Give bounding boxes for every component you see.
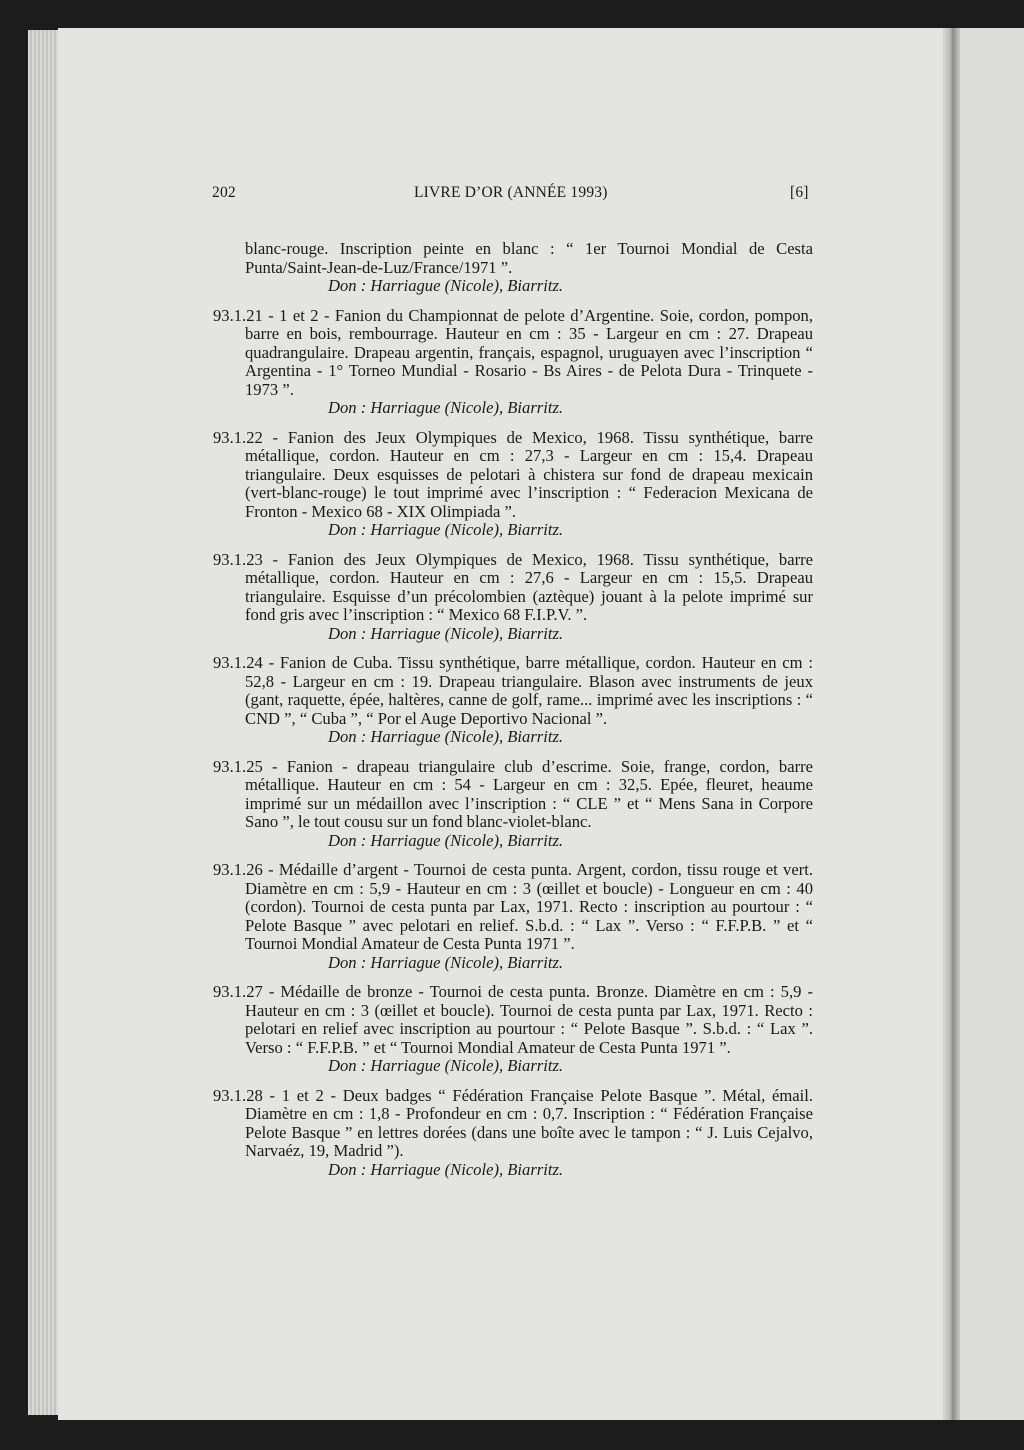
entry-donor: Don : Harriague (Nicole), Biarritz. (328, 520, 564, 539)
book-page (58, 28, 946, 1420)
running-title: LIVRE D’OR (ANNÉE 1993) (414, 184, 608, 201)
catalogue-entry (213, 551, 813, 644)
catalogue-entry (213, 983, 813, 1076)
catalogue-entry (213, 861, 813, 972)
catalogue-entry (213, 758, 813, 851)
entry-donor: Don : Harriague (Nicole), Biarritz. (328, 1159, 564, 1179)
entry-text: 93.1.23 - Fanion des Jeux Olympiques de Mexico, 1968. Tissu synthétique, barre métallique, cordon. Hauteur en cm : 27,6 - Largeur en cm : 15,5. Drapeau triangulaire. Esquisse d’un précolombien (aztèque) jouant à la pelote imprimé sur fond gris avec l’inscription : “ Mexico 68 F.I.P.V. ”. (213, 549, 813, 624)
page-number: 202 (212, 184, 236, 201)
entry-donor: Don : Harriague (Nicole), Biarritz. (328, 276, 564, 295)
catalogue-entry (213, 429, 813, 540)
page-stack-edges (28, 30, 58, 1415)
entry-text: 93.1.21 - 1 et 2 - Fanion du Championnat de pelote d’Argentine. Soie, cordon, pompon, barre en bois, rembourrage. Hauteur en cm : 35 - Largeur en cm : 27. Drapeau quadrangulaire. Drapeau argentin, français, espagnol, uruguayen avec l’inscription “ Argentina - 1° Torneo Mundial - Rosario - Bs Aires - de Pelota Dura - Trinquete - 1973 ”. (213, 305, 813, 399)
entry-donor: Don : Harriague (Nicole), Biarritz. (328, 398, 564, 417)
entry-donor: Don : Harriague (Nicole), Biarritz. (328, 727, 564, 746)
running-header (58, 184, 946, 208)
facing-page-edge (955, 28, 1024, 1420)
catalogue-entry (213, 307, 813, 418)
entry-donor: Don : Harriague (Nicole), Biarritz. (328, 830, 564, 850)
entry-donor: Don : Harriague (Nicole), Biarritz. (328, 1056, 564, 1075)
entry-text: 93.1.24 - Fanion de Cuba. Tissu synthétique, barre métallique, cordon. Hauteur en cm : 52,8 - Largeur en cm : 19. Drapeau triangulaire. Blason avec instruments de jeux (gant, raquette, épée, haltères, canne de golf, rame... imprimé avec les inscriptions : “ CND ”, “ Cuba ”, “ Por el Auge Deportivo Nacional ”. (213, 653, 813, 728)
entry-text: blanc-rouge. Inscription peinte en blanc : “ 1er Tournoi Mondial de Cesta Punta/Saint-Jean-de-Luz/France/1971 ”. (245, 239, 813, 277)
catalogue-entry (213, 654, 813, 747)
book-gutter (942, 28, 960, 1420)
entry-text: 93.1.22 - Fanion des Jeux Olympiques de Mexico, 1968. Tissu synthétique, barre métallique, cordon. Hauteur en cm : 27,3 - Largeur en cm : 15,4. Drapeau triangulaire. Deux esquisses de pelotari à chistera sur fond de drapeau mexicain (vert-blanc-rouge) le tout imprimé avec l’inscription : “ Federacion Mexicana de Fronton - Mexico 68 - XIX Olimpiada ”. (213, 427, 813, 521)
entry-text: 93.1.28 - 1 et 2 - Deux badges “ Fédération Française Pelote Basque ”. Métal, émail. Diamètre en cm : 1,8 - Profondeur en cm : 0,7. Inscription : “ Fédération Française Pelote Basque ” en lettres dorées (dans une boîte avec le tampon : “ J. Luis Cejalvo, Narvaéz, 19, Madrid ”). (213, 1085, 813, 1160)
entry-text: 93.1.26 - Médaille d’argent - Tournoi de cesta punta. Argent, cordon, tissu rouge et vert. Diamètre en cm : 5,9 - Hauteur en cm : 3 (œillet et boucle) - Longueur en cm : 40 (cordon). Tournoi de cesta punta par Lax, 1971. Recto : inscription au pourtour : “ Pelote Basque ” avec pelotari en relief. S.b.d. : “ Lax ”. Verso : “ F.F.P.B. ” et “ Tournoi Mondial Amateur de Cesta Punta 1971 ”. (213, 860, 813, 953)
entry-text: 93.1.25 - Fanion - drapeau triangulaire club d’escrime. Soie, frange, cordon, barre métallique. Hauteur en cm : 54 - Largeur en cm : 32,5. Epée, fleuret, heaume imprimé sur un médaillon avec l’inscription : “ CLE ” et “ Mens Sana in Corpore Sano ”, le tout cousu sur un fond blanc-violet-blanc. (213, 756, 813, 831)
entry-donor: Don : Harriague (Nicole), Biarritz. (328, 623, 564, 643)
entry-text: 93.1.27 - Médaille de bronze - Tournoi de cesta punta. Bronze. Diamètre en cm : 5,9 - Hauteur en cm : 3 (œillet et boucle). Tournoi de cesta punta par Lax, 1971. Recto : pelotari en relief avec inscription au pourtour : “ Pelote Basque ”. S.b.d. : “ Lax ”. Verso : “ F.F.P.B. ” et “ Tournoi Mondial Amateur de Cesta Punta 1971 ”. (213, 982, 813, 1057)
section-marker: [6] (790, 184, 809, 201)
catalogue-entry-continued (213, 240, 813, 296)
catalogue-entries (213, 240, 813, 1190)
catalogue-entry (213, 1087, 813, 1180)
entry-donor: Don : Harriague (Nicole), Biarritz. (328, 952, 564, 972)
